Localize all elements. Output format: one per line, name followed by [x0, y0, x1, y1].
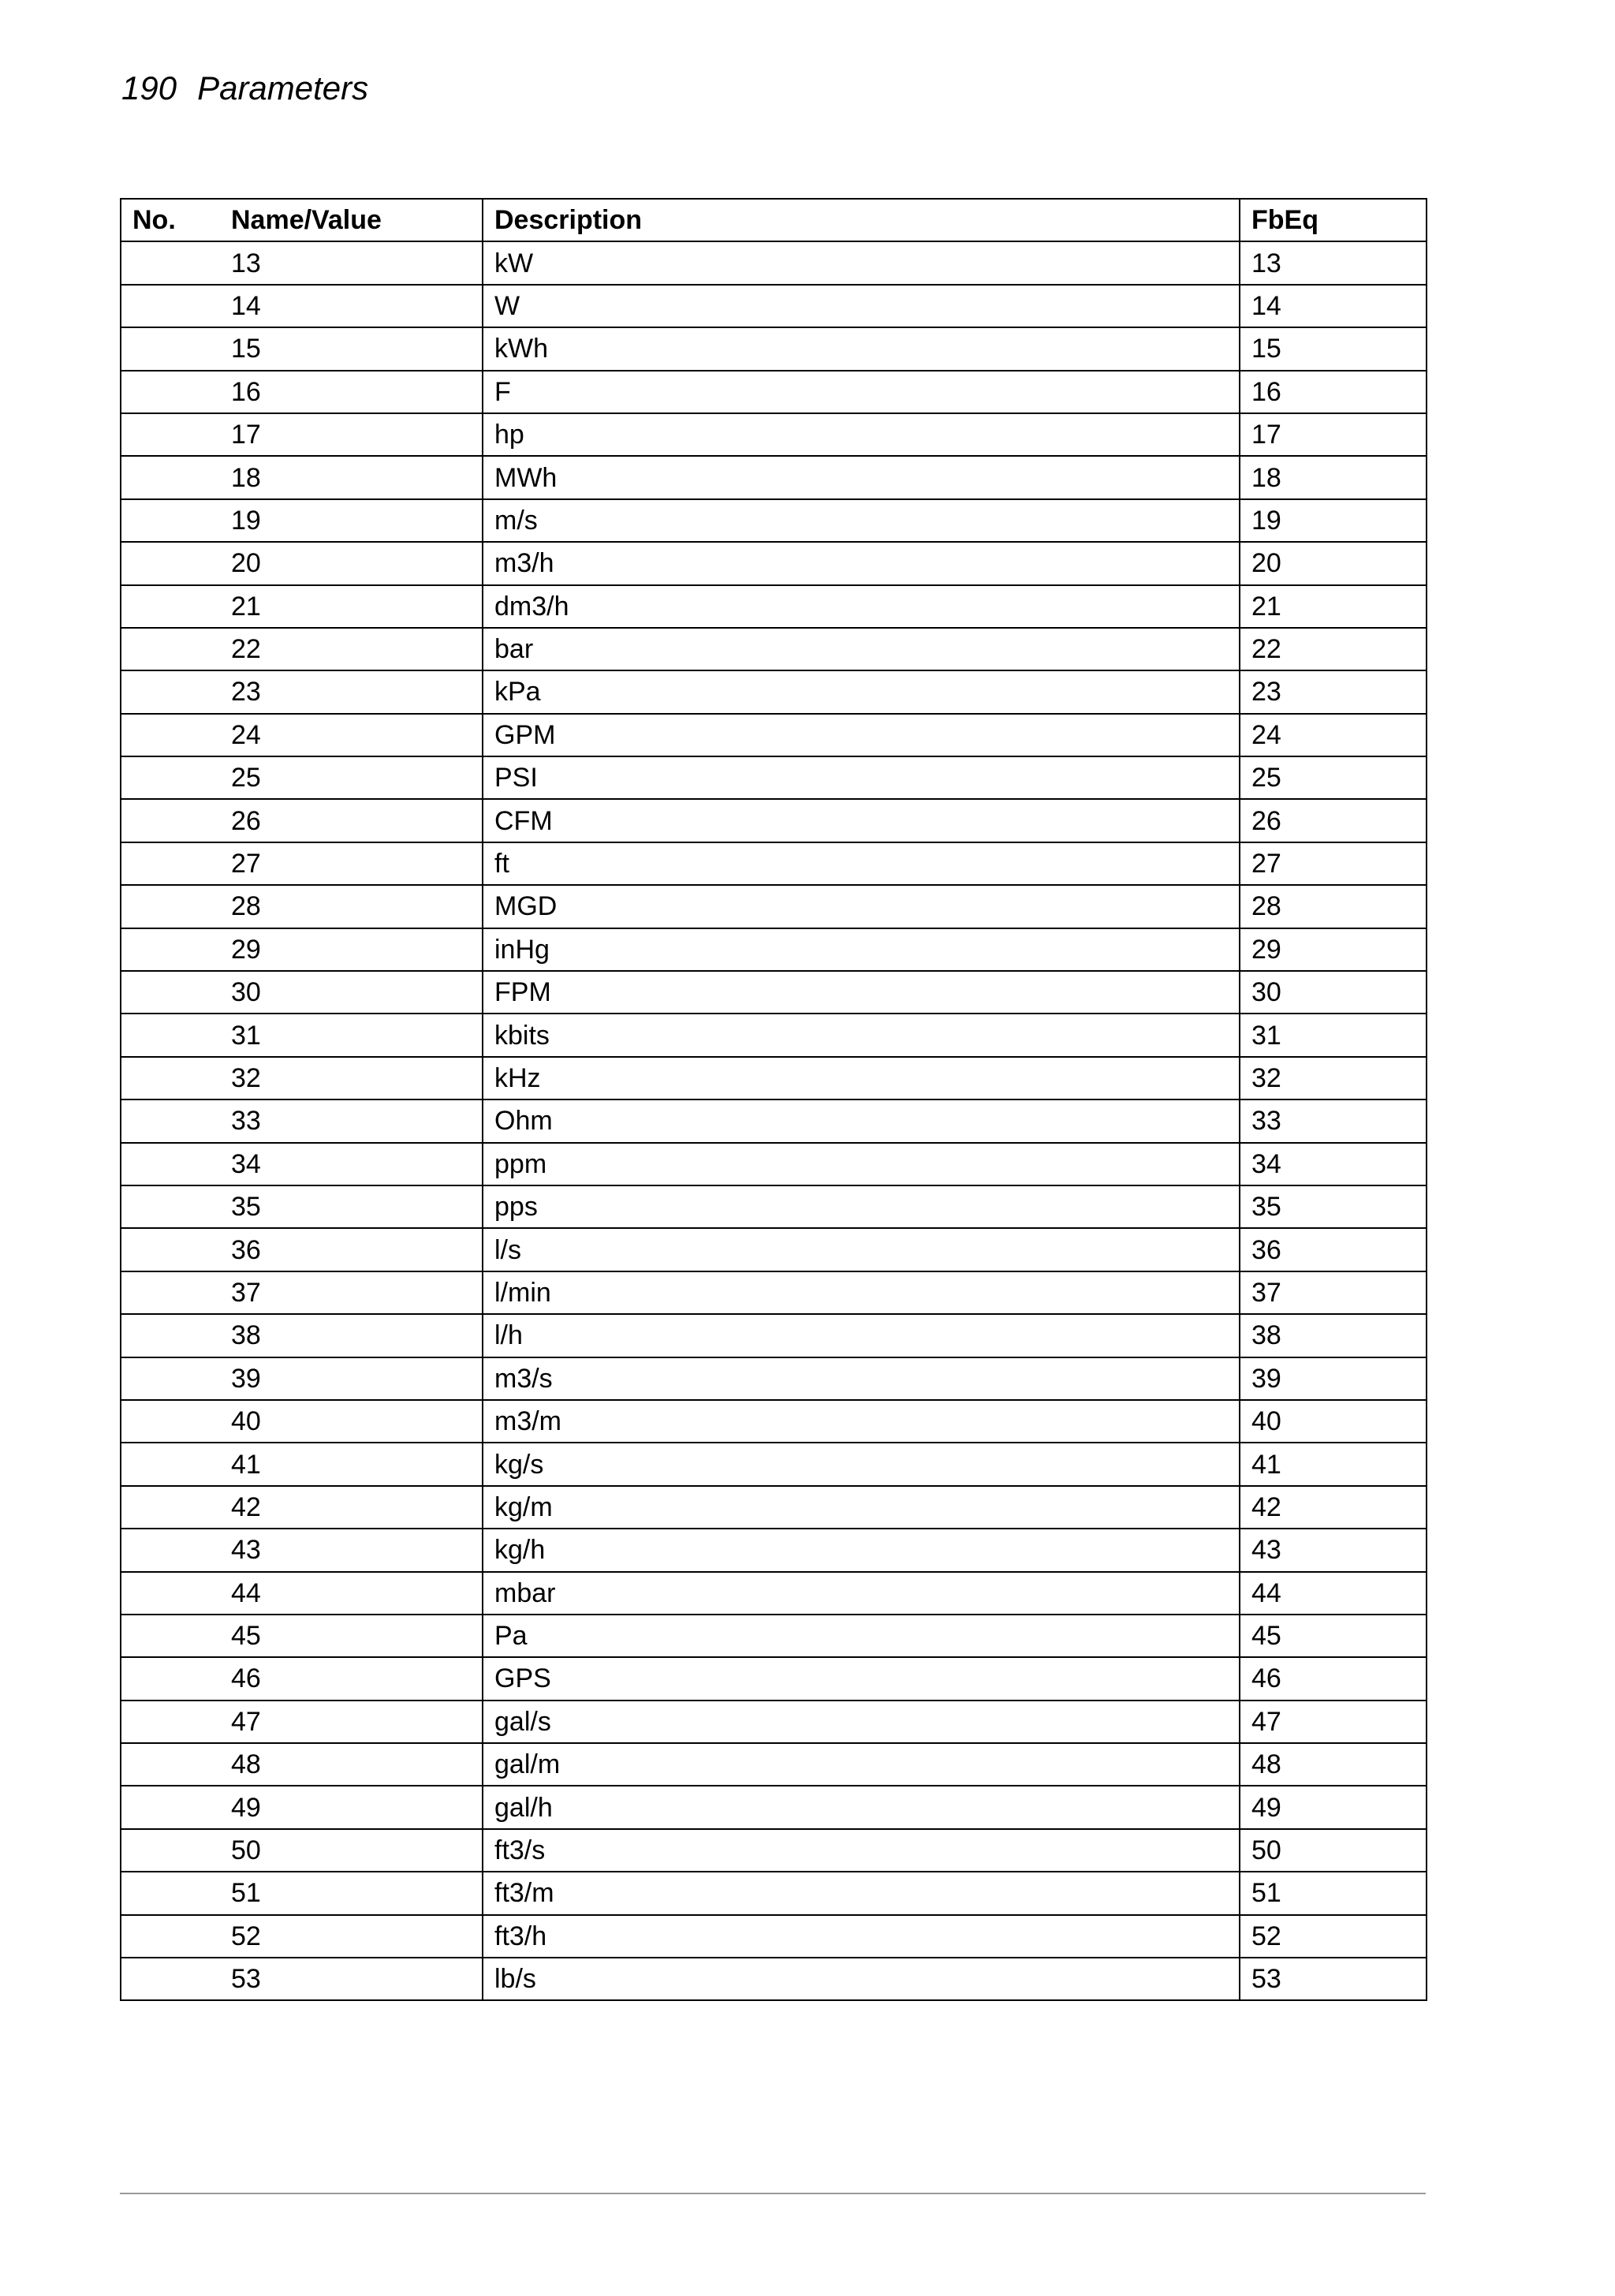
- cell-name-value: 25: [121, 756, 483, 799]
- page-number: 190: [121, 69, 177, 106]
- cell-fbeq: 23: [1240, 670, 1427, 713]
- cell-description: F: [483, 371, 1240, 413]
- cell-fbeq: 33: [1240, 1099, 1427, 1142]
- cell-fbeq: 42: [1240, 1486, 1427, 1529]
- cell-fbeq: 37: [1240, 1271, 1427, 1314]
- table-body: [121, 241, 1427, 2000]
- cell-description: GPS: [483, 1657, 1240, 1700]
- cell-fbeq: 13: [1240, 241, 1427, 284]
- cell-description: kg/s: [483, 1443, 1240, 1485]
- column-header-fbeq: FbEq: [1240, 199, 1427, 241]
- cell-fbeq: 30: [1240, 971, 1427, 1014]
- cell-fbeq: 52: [1240, 1915, 1427, 1958]
- table-row: [121, 327, 1427, 370]
- table-row: [121, 542, 1427, 584]
- cell-description: hp: [483, 413, 1240, 456]
- table-row: [121, 799, 1427, 842]
- table-row: [121, 1829, 1427, 1872]
- table-row: [121, 241, 1427, 284]
- table-row: [121, 1529, 1427, 1571]
- cell-description: MWh: [483, 456, 1240, 498]
- cell-name-value: 30: [121, 971, 483, 1014]
- cell-fbeq: 27: [1240, 842, 1427, 885]
- table-row: [121, 928, 1427, 971]
- cell-description: MGD: [483, 885, 1240, 928]
- cell-name-value: 49: [121, 1786, 483, 1828]
- cell-description: lb/s: [483, 1958, 1240, 2000]
- table-row: [121, 285, 1427, 327]
- cell-description: kg/h: [483, 1529, 1240, 1571]
- cell-description: ft: [483, 842, 1240, 885]
- cell-fbeq: 26: [1240, 799, 1427, 842]
- table-row: [121, 413, 1427, 456]
- cell-fbeq: 15: [1240, 327, 1427, 370]
- header-no-name-value: [121, 199, 483, 241]
- cell-name-value: 18: [121, 456, 483, 498]
- table-row: [121, 1099, 1427, 1142]
- cell-description: l/min: [483, 1271, 1240, 1314]
- table-row: [121, 1743, 1427, 1786]
- cell-fbeq: 32: [1240, 1057, 1427, 1099]
- cell-name-value: 17: [121, 413, 483, 456]
- cell-fbeq: 17: [1240, 413, 1427, 456]
- cell-fbeq: 49: [1240, 1786, 1427, 1828]
- cell-fbeq: 19: [1240, 499, 1427, 542]
- cell-description: kW: [483, 241, 1240, 284]
- cell-name-value: 35: [121, 1185, 483, 1228]
- cell-fbeq: 45: [1240, 1615, 1427, 1657]
- cell-description: l/h: [483, 1314, 1240, 1357]
- column-header-no: No.: [132, 205, 176, 236]
- cell-name-value: 34: [121, 1143, 483, 1185]
- table-row: [121, 885, 1427, 928]
- cell-name-value: 48: [121, 1743, 483, 1786]
- cell-description: FPM: [483, 971, 1240, 1014]
- cell-description: m3/s: [483, 1357, 1240, 1400]
- table-row: [121, 714, 1427, 756]
- cell-fbeq: 46: [1240, 1657, 1427, 1700]
- cell-fbeq: 18: [1240, 456, 1427, 498]
- cell-description: ft3/s: [483, 1829, 1240, 1872]
- table-row: [121, 1443, 1427, 1485]
- cell-name-value: 40: [121, 1400, 483, 1443]
- cell-fbeq: 38: [1240, 1314, 1427, 1357]
- cell-fbeq: 41: [1240, 1443, 1427, 1485]
- parameter-table: [120, 198, 1427, 2001]
- table-row: [121, 1872, 1427, 1914]
- cell-description: kPa: [483, 670, 1240, 713]
- cell-name-value: 31: [121, 1014, 483, 1056]
- cell-fbeq: 43: [1240, 1529, 1427, 1571]
- cell-name-value: 27: [121, 842, 483, 885]
- cell-fbeq: 47: [1240, 1701, 1427, 1743]
- cell-description: kg/m: [483, 1486, 1240, 1529]
- cell-description: W: [483, 285, 1240, 327]
- cell-description: kbits: [483, 1014, 1240, 1056]
- cell-name-value: 38: [121, 1314, 483, 1357]
- cell-fbeq: 51: [1240, 1872, 1427, 1914]
- cell-name-value: 46: [121, 1657, 483, 1700]
- cell-fbeq: 25: [1240, 756, 1427, 799]
- cell-name-value: 23: [121, 670, 483, 713]
- table-row: [121, 1657, 1427, 1700]
- cell-fbeq: 20: [1240, 542, 1427, 584]
- column-header-description: Description: [483, 199, 1240, 241]
- cell-description: pps: [483, 1185, 1240, 1228]
- cell-name-value: 22: [121, 628, 483, 670]
- cell-name-value: 51: [121, 1872, 483, 1914]
- cell-name-value: 29: [121, 928, 483, 971]
- cell-fbeq: 39: [1240, 1357, 1427, 1400]
- cell-description: kHz: [483, 1057, 1240, 1099]
- cell-description: ppm: [483, 1143, 1240, 1185]
- cell-fbeq: 22: [1240, 628, 1427, 670]
- section-title: Parameters: [197, 69, 369, 106]
- cell-name-value: 37: [121, 1271, 483, 1314]
- cell-description: m/s: [483, 499, 1240, 542]
- table-row: [121, 1143, 1427, 1185]
- cell-name-value: 33: [121, 1099, 483, 1142]
- cell-description: gal/h: [483, 1786, 1240, 1828]
- table-row: [121, 456, 1427, 498]
- cell-name-value: 24: [121, 714, 483, 756]
- cell-fbeq: 48: [1240, 1743, 1427, 1786]
- cell-description: ft3/m: [483, 1872, 1240, 1914]
- cell-name-value: 26: [121, 799, 483, 842]
- cell-fbeq: 24: [1240, 714, 1427, 756]
- cell-fbeq: 31: [1240, 1014, 1427, 1056]
- cell-fbeq: 28: [1240, 885, 1427, 928]
- page-header: [121, 66, 368, 110]
- cell-fbeq: 50: [1240, 1829, 1427, 1872]
- cell-name-value: 53: [121, 1958, 483, 2000]
- cell-fbeq: 29: [1240, 928, 1427, 971]
- table-row: [121, 1615, 1427, 1657]
- cell-fbeq: 21: [1240, 585, 1427, 628]
- table-row: [121, 1958, 1427, 2000]
- table-row: [121, 756, 1427, 799]
- cell-description: inHg: [483, 928, 1240, 971]
- table-row: [121, 1572, 1427, 1615]
- cell-description: m3/m: [483, 1400, 1240, 1443]
- cell-name-value: 32: [121, 1057, 483, 1099]
- table-row: [121, 1486, 1427, 1529]
- cell-name-value: 44: [121, 1572, 483, 1615]
- cell-fbeq: 14: [1240, 285, 1427, 327]
- table-row: [121, 1357, 1427, 1400]
- cell-name-value: 50: [121, 1829, 483, 1872]
- table-row: [121, 1271, 1427, 1314]
- cell-name-value: 43: [121, 1529, 483, 1571]
- cell-name-value: 47: [121, 1701, 483, 1743]
- table-row: [121, 1786, 1427, 1828]
- cell-description: bar: [483, 628, 1240, 670]
- cell-name-value: 19: [121, 499, 483, 542]
- cell-name-value: 45: [121, 1615, 483, 1657]
- cell-description: m3/h: [483, 542, 1240, 584]
- table-row: [121, 499, 1427, 542]
- cell-name-value: 13: [121, 241, 483, 284]
- table-row: [121, 1185, 1427, 1228]
- cell-description: kWh: [483, 327, 1240, 370]
- cell-description: Ohm: [483, 1099, 1240, 1142]
- cell-name-value: 36: [121, 1228, 483, 1271]
- table-row: [121, 1014, 1427, 1056]
- cell-name-value: 42: [121, 1486, 483, 1529]
- cell-fbeq: 44: [1240, 1572, 1427, 1615]
- table-row: [121, 670, 1427, 713]
- cell-name-value: 21: [121, 585, 483, 628]
- cell-description: gal/m: [483, 1743, 1240, 1786]
- table-header-row: [121, 199, 1427, 241]
- cell-fbeq: 35: [1240, 1185, 1427, 1228]
- column-header-name-value: Name/Value: [231, 205, 382, 236]
- cell-description: GPM: [483, 714, 1240, 756]
- cell-fbeq: 40: [1240, 1400, 1427, 1443]
- table-row: [121, 585, 1427, 628]
- cell-description: gal/s: [483, 1701, 1240, 1743]
- cell-fbeq: 53: [1240, 1958, 1427, 2000]
- cell-name-value: 52: [121, 1915, 483, 1958]
- cell-name-value: 41: [121, 1443, 483, 1485]
- table-row: [121, 371, 1427, 413]
- table-row: [121, 1915, 1427, 1958]
- table-row: [121, 1314, 1427, 1357]
- cell-description: l/s: [483, 1228, 1240, 1271]
- cell-name-value: 28: [121, 885, 483, 928]
- table-row: [121, 1228, 1427, 1271]
- cell-name-value: 20: [121, 542, 483, 584]
- cell-description: mbar: [483, 1572, 1240, 1615]
- table-row: [121, 842, 1427, 885]
- cell-fbeq: 34: [1240, 1143, 1427, 1185]
- cell-description: dm3/h: [483, 585, 1240, 628]
- table-row: [121, 971, 1427, 1014]
- cell-description: PSI: [483, 756, 1240, 799]
- cell-fbeq: 16: [1240, 371, 1427, 413]
- cell-name-value: 39: [121, 1357, 483, 1400]
- footer-rule: [120, 2193, 1426, 2194]
- table-row: [121, 628, 1427, 670]
- cell-description: Pa: [483, 1615, 1240, 1657]
- table-row: [121, 1701, 1427, 1743]
- cell-fbeq: 36: [1240, 1228, 1427, 1271]
- table-row: [121, 1057, 1427, 1099]
- cell-name-value: 16: [121, 371, 483, 413]
- table-row: [121, 1400, 1427, 1443]
- cell-description: ft3/h: [483, 1915, 1240, 1958]
- cell-description: CFM: [483, 799, 1240, 842]
- cell-name-value: 14: [121, 285, 483, 327]
- cell-name-value: 15: [121, 327, 483, 370]
